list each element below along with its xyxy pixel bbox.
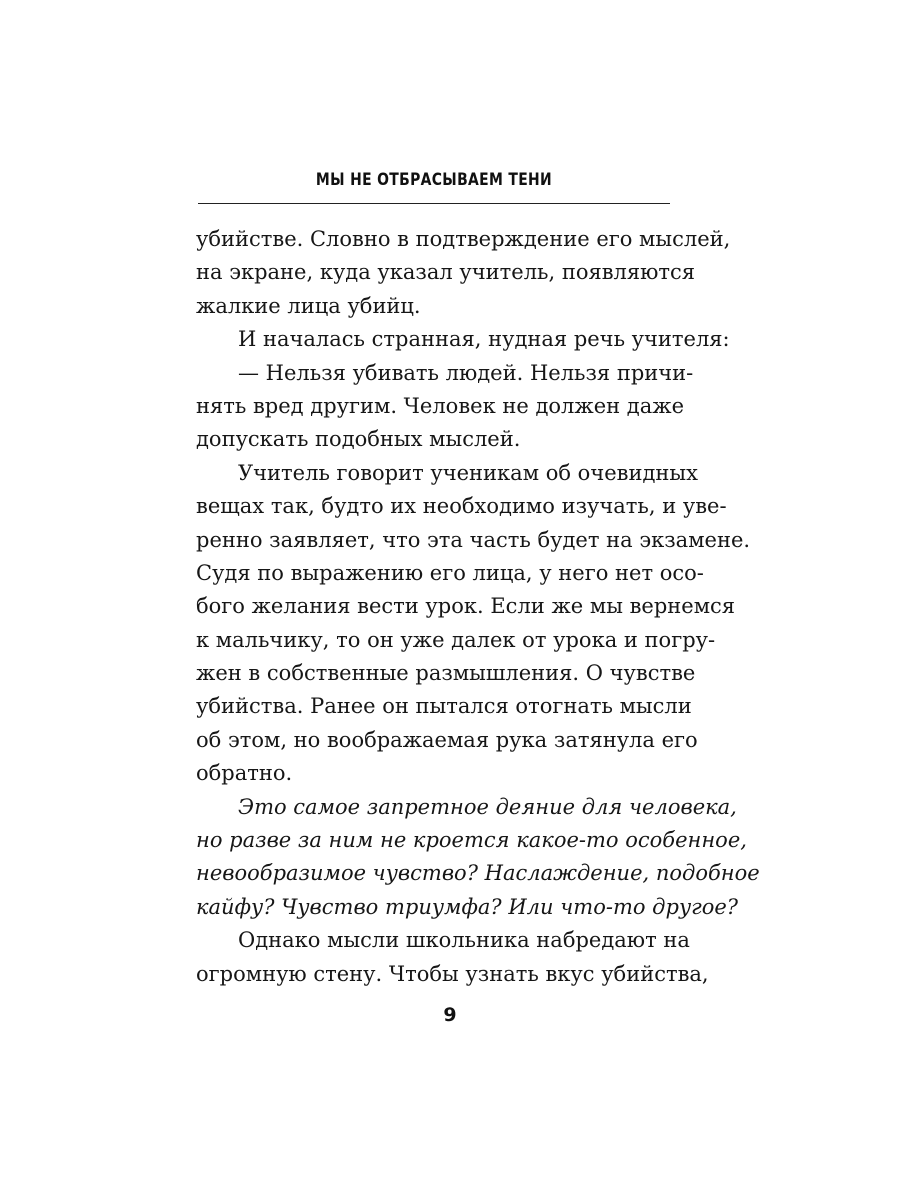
text-line: — Нельзя убивать людей. Нельзя причи- (238, 360, 694, 385)
header-rule (198, 203, 670, 204)
italic-line: Это самое запретное деяние для человека, (238, 794, 737, 819)
text-line: Судя по выражению его лица, у него нет осо- (196, 560, 704, 585)
text-line: Учитель говорит ученикам об очевидных (238, 460, 698, 485)
text-line: вещах так, будто их необходимо изучать, и уве- (196, 494, 727, 519)
text-line: убийстве. Словно в подтверждение его мыслей, (196, 227, 731, 251)
page-number: 9 (443, 1004, 457, 1026)
text-line: Однако мысли школьника набредают на (238, 928, 690, 953)
text-line: об этом, но воображаемая рука затянула его (196, 727, 698, 752)
text-line: нять вред другим. Человек не должен даже (196, 393, 685, 418)
text-line: к мальчику, то он уже далек от урока и погру- (196, 627, 716, 652)
running-head: МЫ НЕ ОТБРАСЫВАЕМ ТЕНИ (315, 170, 553, 190)
text-line: огромную стену. Чтобы узнать вкус убийства, (196, 961, 709, 986)
text-line: обратно. (196, 761, 293, 786)
italic-line: кайфу? Чувство триумфа? Или что-то другое? (196, 894, 739, 919)
italic-line: но разве за ним не кроется какое-то особенное, (196, 828, 747, 853)
body-text (196, 223, 760, 991)
italic-line: невообразимое чувство? Наслаждение, подобное (196, 861, 760, 886)
text-line: И началась странная, нудная речь учителя: (238, 327, 730, 352)
text-line: жалкие лица убийц. (196, 293, 421, 318)
text-line: жен в собственные размышления. О чувстве (196, 661, 696, 686)
text-line: на экране, куда указал учитель, появляются (196, 260, 696, 285)
text-line: убийства. Ранее он пытался отогнать мысли (196, 694, 692, 719)
text-line: бого желания вести урок. Если же мы вернемся (196, 594, 736, 619)
text-line: ренно заявляет, что эта часть будет на экзамене. (196, 527, 751, 552)
text-line: допускать подобных мыслей. (196, 427, 521, 452)
